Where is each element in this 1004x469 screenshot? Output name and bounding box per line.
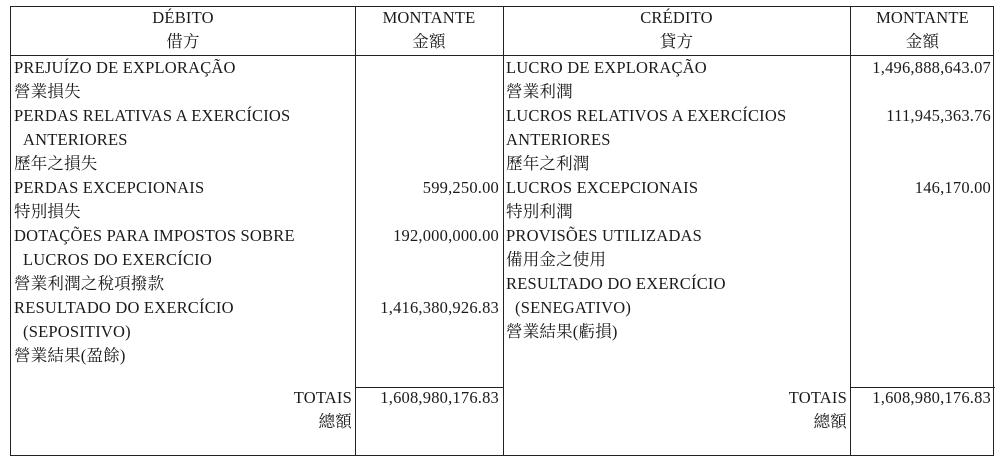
debit-line: PERDAS RELATIVAS A EXERCÍCIOS <box>14 106 291 125</box>
header-amount-zh: 金額 <box>412 32 446 51</box>
header-divider <box>11 55 993 56</box>
debit-line: 營業結果(盈餘) <box>14 346 126 365</box>
credit-line: 營業結果(虧損) <box>506 322 618 341</box>
credit-line: PROVISÕES UTILIZADAS <box>506 226 703 245</box>
credit-total: 1,608,980,176.83 <box>872 388 991 407</box>
credit-line: LUCROS RELATIVOS A EXERCÍCIOS <box>506 106 787 125</box>
header-amount: MONTANTE <box>382 8 476 27</box>
totals-label-zh: 總額 <box>318 412 352 431</box>
debit-amount: 1,416,380,926.83 <box>380 298 499 317</box>
credit-line: LUCRO DE EXPLORAÇÃO <box>506 58 707 77</box>
debit-line: RESULTADO DO EXERCÍCIO <box>14 298 234 317</box>
debit-amount: 192,000,000.00 <box>393 226 499 245</box>
credit-line: LUCROS EXCEPCIONAIS <box>506 178 699 197</box>
debit-line: PERDAS EXCEPCIONAIS <box>14 178 205 197</box>
credit-line: 特別利潤 <box>506 202 573 221</box>
ledger-table <box>10 6 994 456</box>
header-debit: DÉBITO <box>152 8 214 27</box>
credit-line: 歷年之利潤 <box>506 154 590 173</box>
credit-line: ANTERIORES <box>506 130 611 149</box>
debit-line: 歷年之損失 <box>14 154 98 173</box>
credit-line: RESULTADO DO EXERCÍCIO <box>506 274 726 293</box>
debit-line: PREJUÍZO DE EXPLORAÇÃO <box>14 58 236 77</box>
debit-amount: 599,250.00 <box>422 178 499 197</box>
debit-total: 1,608,980,176.83 <box>380 388 499 407</box>
debit-line: 營業損失 <box>14 82 81 101</box>
header-amount2: MONTANTE <box>876 8 969 27</box>
debit-line: DOTAÇÕES PARA IMPOSTOS SOBRE <box>14 226 295 245</box>
debit-line: (SEPOSITIVO) <box>23 322 131 341</box>
credit-amount: 146,170.00 <box>914 178 991 197</box>
totals-label: TOTAIS <box>788 388 847 407</box>
debit-line: 特別損失 <box>14 202 81 221</box>
debit-line: LUCROS DO EXERCÍCIO <box>23 250 212 269</box>
header-credit: CRÉDITO <box>640 8 713 27</box>
header-amount2-zh: 金額 <box>905 32 940 51</box>
credit-amount: 111,945,363.76 <box>886 106 991 125</box>
credit-line: (SENEGATIVO) <box>515 298 632 317</box>
credit-line: 備用金之使用 <box>506 250 607 269</box>
header-debit-zh: 借方 <box>166 32 200 51</box>
credit-amount: 1,496,888,643.07 <box>872 58 991 77</box>
totals-label: TOTAIS <box>293 388 352 407</box>
debit-line: ANTERIORES <box>23 130 128 149</box>
header-credit-zh: 貸方 <box>659 32 694 51</box>
debit-line: 營業利潤之稅項撥款 <box>14 274 165 293</box>
totals-label-zh: 總額 <box>813 412 847 431</box>
credit-line: 營業利潤 <box>506 82 573 101</box>
